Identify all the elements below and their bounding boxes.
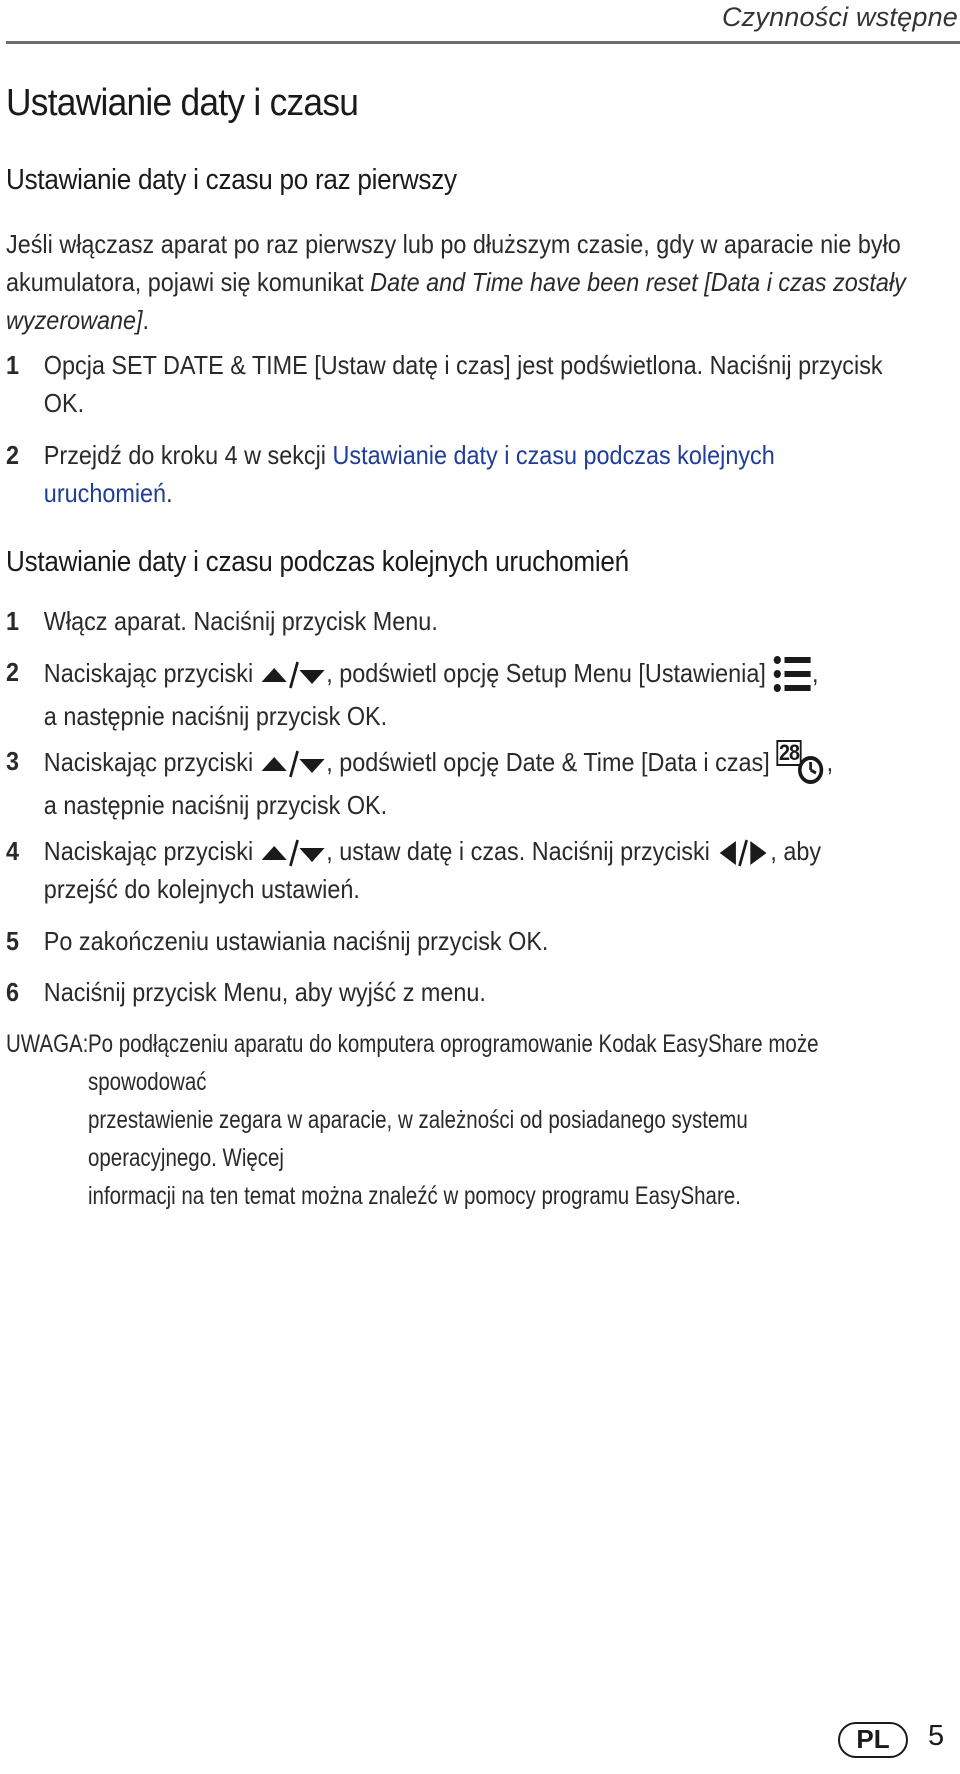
step-text-end: , <box>826 746 834 777</box>
page-number: 5 <box>928 1720 945 1752</box>
header-rule <box>6 41 960 44</box>
date-icon-number: 28 <box>776 740 802 766</box>
step-number: 4 <box>6 836 20 866</box>
up-down-arrows-icon <box>260 658 327 692</box>
step-text-line2: przejść do kolejnych ustawień. <box>43 874 360 905</box>
step-number: 2 <box>6 440 20 470</box>
step-text-mid: , podświetl opcję Setup Menu [Ustawienia] <box>326 657 773 688</box>
step-text: Naciskając przyciski <box>43 836 260 866</box>
step-text: Naciskając przyciski <box>43 746 260 777</box>
page-title: Ustawianie daty i czasu <box>6 82 359 124</box>
step-text: Przejdź do kroku 4 w sekcji <box>43 440 333 470</box>
note-label: UWAGA: <box>6 1030 89 1058</box>
setup-menu-icon <box>772 653 812 697</box>
section2-heading: Ustawianie daty i czasu podczas kolejnych uruchomień <box>6 546 629 578</box>
step-text: Naciśnij przycisk Menu, aby wyjść z menu. <box>43 977 486 1007</box>
step-text-suffix: . <box>166 478 173 508</box>
clock-icon <box>796 754 825 786</box>
left-right-arrows-icon <box>716 836 770 870</box>
step-text: Po zakończeniu ustawiania naciśnij przycisk OK. <box>43 926 549 956</box>
step-text-end: , <box>811 657 819 688</box>
date-time-icon <box>776 742 826 786</box>
step-number: 1 <box>6 606 20 636</box>
intro-message: Date and Time have been reset [Data i czas zostały wyzerowane] <box>6 267 906 335</box>
step-number: 3 <box>6 746 20 776</box>
step-text-mid: , podświetl opcję Date & Time [Data i czas] <box>326 746 777 777</box>
section-name: Czynności wstępne <box>721 2 958 32</box>
language-badge: PL <box>838 1722 908 1758</box>
step-text-line2: OK. <box>43 388 85 418</box>
note-line: przestawienie zegara w aparacie, w zależności od posiadanego systemu operacyjnego. Więcej <box>88 1106 748 1172</box>
step-text-line2: a następnie naciśnij przycisk OK. <box>43 790 388 820</box>
step-text-line2: a następnie naciśnij przycisk OK. <box>43 701 388 731</box>
section1-heading: Ustawianie daty i czasu po raz pierwszy <box>6 164 457 196</box>
running-header <box>0 0 960 36</box>
step-text-line1: Opcja SET DATE & TIME [Ustaw datę i czas] jest podświetlona. Naciśnij przycisk <box>43 350 883 380</box>
intro-prefix: Jeśli włączasz aparat po raz pierwszy lub po dłuższym czasie, gdy w aparacie nie było akumulatora, pojawi się komunikat <box>6 229 901 297</box>
note-line: Po podłączeniu aparatu do komputera oprogramowanie Kodak EasyShare może spowodować <box>88 1030 819 1096</box>
step-number: 5 <box>6 926 20 956</box>
step-text: Naciskając przyciski <box>43 657 260 688</box>
step-text: Włącz aparat. Naciśnij przycisk Menu. <box>43 606 438 636</box>
cross-reference-link-cont[interactable]: uruchomień <box>43 478 167 508</box>
cross-reference-link[interactable]: Ustawianie daty i czasu podczas kolejnych <box>332 440 775 470</box>
up-down-arrows-icon <box>260 836 327 870</box>
up-down-arrows-icon <box>260 747 327 781</box>
intro-paragraph <box>6 225 906 339</box>
step-number: 2 <box>6 657 20 687</box>
step-text-mid: , ustaw datę i czas. Naciśnij przyciski <box>326 836 717 866</box>
step-number: 6 <box>6 977 20 1007</box>
intro-suffix: . <box>142 305 150 335</box>
step-text-end: , aby <box>770 836 822 866</box>
step-number: 1 <box>6 350 20 380</box>
note-line: informacji na ten temat można znaleźć w pomocy programu EasyShare. <box>88 1182 741 1210</box>
